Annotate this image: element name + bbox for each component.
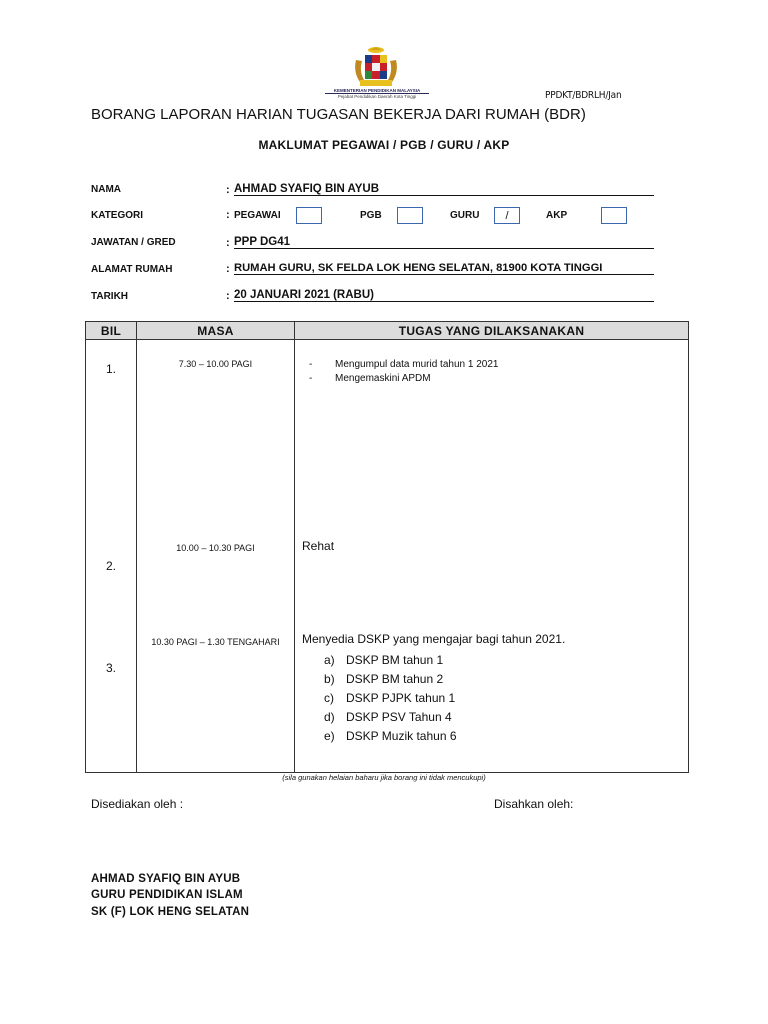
pgb-checkbox[interactable] <box>397 207 423 224</box>
form-title: BORANG LAPORAN HARIAN TUGASAN BEKERJA DARI RUMAH (BDR) <box>91 106 586 123</box>
tugas-column <box>295 340 689 773</box>
jawatan-colon: : <box>226 237 230 249</box>
row-2-bil: 2. <box>106 559 117 573</box>
task-table <box>85 321 689 773</box>
ministry-name: KEMENTERIAN PENDIDIKAN MALAYSIA <box>325 88 429 94</box>
alamat-colon: : <box>226 263 230 275</box>
row-1-bil: 1. <box>106 362 117 376</box>
tarikh-field[interactable]: 20 JANUARI 2021 (RABU) <box>234 289 654 302</box>
row-3-masa: 10.30 PAGI – 1.30 TENGAHARI <box>151 637 280 647</box>
akp-checkbox[interactable] <box>601 207 627 224</box>
section-subtitle: MAKLUMAT PEGAWAI / PGB / GURU / AKP <box>258 138 510 152</box>
bil-column <box>86 340 137 773</box>
masa-column <box>137 340 295 773</box>
document-reference: PPDKT/BDRLH/Jan <box>545 90 622 101</box>
ministry-logo-text <box>325 88 429 99</box>
bil-header: BIL <box>86 322 137 340</box>
pgb-option-label: PGB <box>360 210 382 221</box>
jawatan-field[interactable]: PPP DG41 <box>234 236 654 249</box>
list-item: e) DSKP Muzik tahun 6 <box>324 729 457 743</box>
district-office-name: Pejabat Pendidikan Daerah Kota Tinggi <box>337 94 417 99</box>
subtask-text: DSKP BM tahun 1 <box>346 653 444 667</box>
masa-header: MASA <box>137 322 295 340</box>
alamat-label: ALAMAT RUMAH <box>91 264 173 275</box>
row-1-masa: 7.30 – 10.00 PAGI <box>178 359 253 369</box>
akp-option-label: AKP <box>546 210 568 221</box>
nama-field[interactable]: AHMAD SYAFIQ BIN AYUB <box>234 183 654 196</box>
task-text: Mengemaskini APDM <box>335 373 431 384</box>
tugas-header: TUGAS YANG DILAKSANAKAN <box>295 322 689 340</box>
row-2-masa: 10.00 – 10.30 PAGI <box>176 543 255 553</box>
list-item: b) DSKP BM tahun 2 <box>324 672 444 686</box>
subtask-text: DSKP BM tahun 2 <box>346 672 444 686</box>
jawatan-label: JAWATAN / GRED <box>91 237 176 248</box>
list-item: - Mengumpul data murid tahun 1 2021 <box>309 359 499 370</box>
pegawai-option-label: PEGAWAI <box>234 210 281 221</box>
signatory-name: AHMAD SYAFIQ BIN AYUB <box>91 873 241 885</box>
subtask-text: DSKP PJPK tahun 1 <box>346 691 456 705</box>
list-item: d) DSKP PSV Tahun 4 <box>324 710 452 724</box>
malaysia-coat-of-arms-icon <box>350 46 402 88</box>
approved-by-label: Disahkan oleh: <box>494 797 574 811</box>
row-1-tasks <box>309 358 498 386</box>
row-3-task: Menyedia DSKP yang mengajar bagi tahun 2021. <box>302 632 566 646</box>
tarikh-label: TARIKH <box>91 291 129 302</box>
prepared-by-label: Disediakan oleh : <box>91 797 184 811</box>
table-header-row <box>86 322 689 340</box>
tarikh-colon: : <box>226 290 230 302</box>
kategori-label: KATEGORI <box>91 210 144 221</box>
nama-colon: : <box>226 184 230 196</box>
nama-label: NAMA <box>91 184 121 195</box>
subtask-text: DSKP Muzik tahun 6 <box>346 729 457 743</box>
list-item: - Mengemaskini APDM <box>309 373 431 384</box>
row-3-bil: 3. <box>106 661 117 675</box>
signatory-school: SK (F) LOK HENG SELATAN <box>91 906 250 918</box>
row-3-subtasks <box>324 651 457 746</box>
signatory-position: GURU PENDIDIKAN ISLAM <box>91 889 243 901</box>
guru-checkbox[interactable]: / <box>494 207 520 224</box>
alamat-field[interactable]: RUMAH GURU, SK FELDA LOK HENG SELATAN, 81900 KOTA TINGGI <box>234 262 654 275</box>
row-2-task: Rehat <box>302 539 335 553</box>
task-text: Mengumpul data murid tahun 1 2021 <box>335 359 499 370</box>
list-item: c) DSKP PJPK tahun 1 <box>324 691 456 705</box>
list-item: a) DSKP BM tahun 1 <box>324 653 444 667</box>
subtask-text: DSKP PSV Tahun 4 <box>346 710 452 724</box>
table-row <box>86 340 689 773</box>
table-note: (sila gunakan helaian baharu jika borang ini tidak mencukupi) <box>282 773 486 782</box>
guru-option-label: GURU <box>450 210 480 221</box>
kategori-colon: : <box>226 209 230 221</box>
pegawai-checkbox[interactable] <box>296 207 322 224</box>
